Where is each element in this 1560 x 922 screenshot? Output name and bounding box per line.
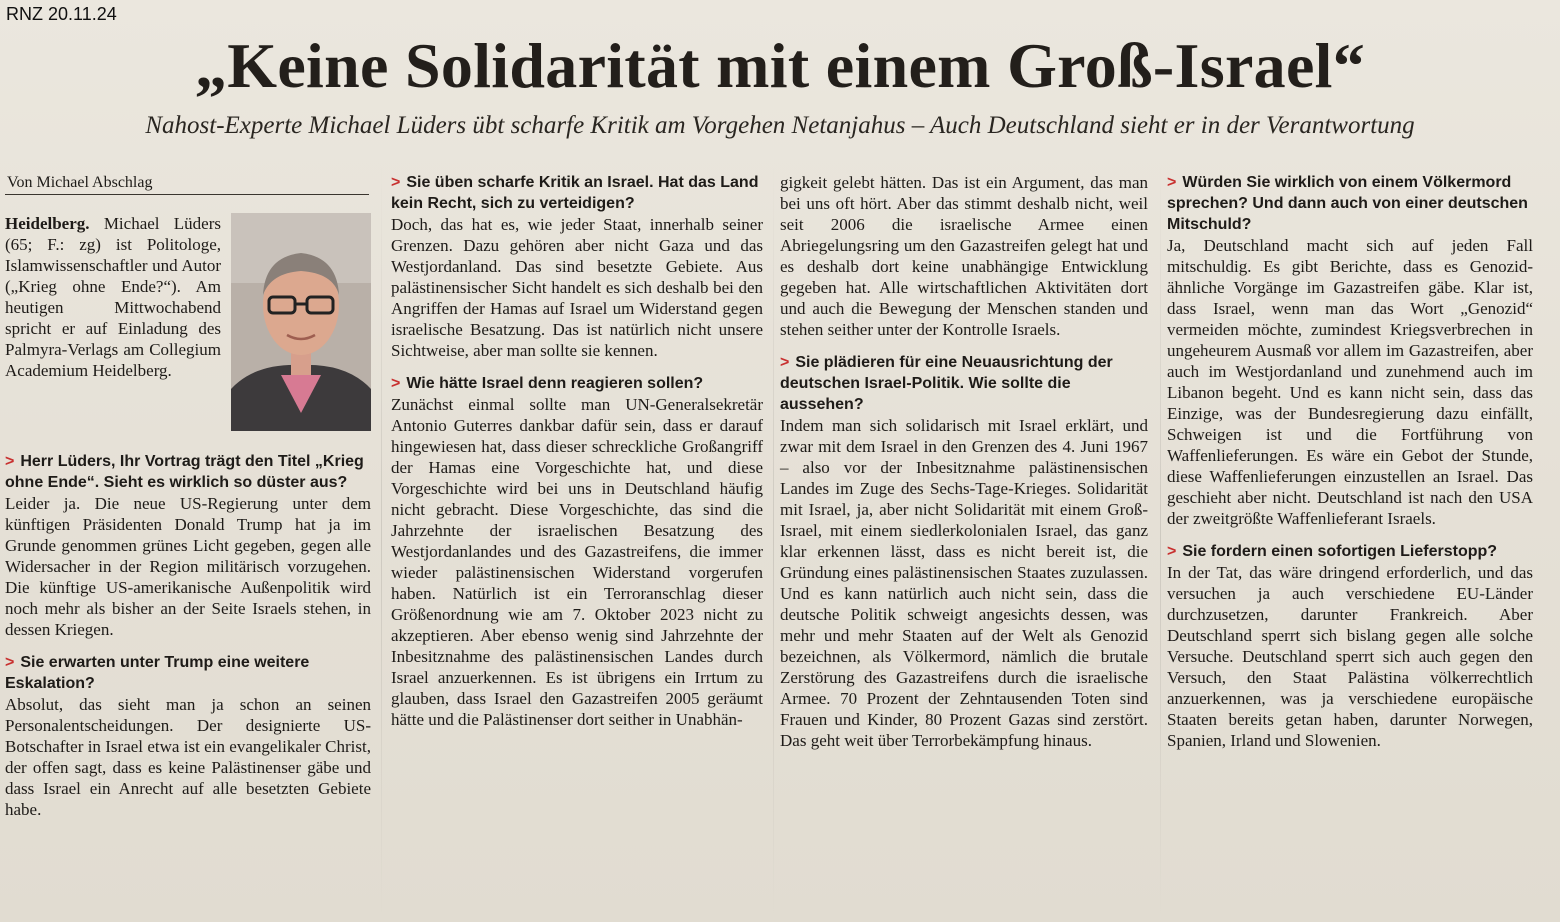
- column-2: [391, 172, 763, 730]
- byline: Von Michael Abschlag: [5, 172, 369, 195]
- answer-paragraph: In der Tat, das wäre dringend erforderlich, und das versuchen ja auch verschiedene EU-Länder durchzusetzen, darunter Frankreich. Aber Deutschland sperrt sich bislang gegen alle solche Versuche. Deutschland sperrt sich auch gegen den Versuch, den Staat Palästina völkerrechtlich anzuerkennen, was ja verschiedene europäische Staaten bereits getan haben, darunter Norwegen, Spanien, Irland und Slowenien.: [1167, 563, 1533, 750]
- answer-paragraph: Ja, Deutschland macht sich auf jeden Fall mitschuldig. Es gibt Berichte, dass es Genozid-ähnliche Vorgänge im Gazastreifen gäbe. Klar ist, dass Israel, wenn man das Wort „Genozid“ vermeiden möchte, zumindest Kriegsverbrechen in ungeheurem Ausmaß vor allem im Gazastreifen, aber auch im Westjordanland und zunehmend auch im Libanon begeht. Und es kann nicht sein, dass das Einzige, was der Bundesregierung dazu einfällt, Schweigen ist und die Fortführung von Waffenlieferungen. Es wäre ein Gebot der Stunde, diese Waffenlieferungen einzustellen an Israel. Das geschieht aber nicht. Deutschland ist nach den USA der zweitgrößte Waffenlieferant Israels.: [1167, 236, 1533, 528]
- column-1: [5, 172, 371, 820]
- question-marker: >: [1167, 174, 1177, 191]
- question-heading: > Würden Sie wirklich von einem Völkermord sprechen? Und dann auch von einer deutschen Mitschuld?: [1167, 174, 1528, 233]
- headline: „Keine Solidarität mit einem Groß-Israel“: [194, 30, 1366, 101]
- question-marker: >: [391, 375, 401, 392]
- intro-body: Michael Lüders (65; F.: zg) ist Politologe, Islamwissenschaftler und Autor („Krieg ohne Ende?“). Am heutigen Mittwochabend spricht er auf Einladung des Palmyra-Verlags am Collegium Academium Heidelberg.: [5, 214, 222, 380]
- intro-block: [5, 213, 371, 451]
- question-heading: > Wie hätte Israel denn reagieren sollen?: [391, 375, 704, 392]
- question-marker: >: [5, 453, 15, 470]
- question-heading: > Sie plädieren für eine Neuausrichtung der deutschen Israel-Politik. Wie sollte die aussehen?: [780, 354, 1113, 413]
- answer-paragraph: Zunächst einmal sollte man UN-Generalsekretär Antonio Guterres dankbar dafür sein, dass er darauf hingewiesen hat, dass dieser schreckliche Großangriff der Hamas eine Vorgeschichte hat, und diese Vorgeschichte wird bei uns in Deutschland häufig nicht gebracht. Diese Vorgeschichte, das sind die Jahrzehnte der israelischen Besatzung des Westjordanlandes und des Gazastreifens, die immer wieder palästinensischen Widerstand vorgerufen haben. Natürlich ist ein Terroranschlag dieser Größenordnung wie am 7. Oktober 2023 nicht zu akzeptieren. Aber ebenso wenig sind Jahrzehnte der Inbesitznahme des palästinensischen Landes durch Israel anzuerkennen. Es ist übrigens ein Irrtum zu glauben, dass Israel den Gazastreifen 2005 geräumt hätte und die Palästinenser dort seither in Unabhän-: [391, 395, 763, 729]
- answer-paragraph: Leider ja. Die neue US-Regierung unter dem künftigen Präsidenten Donald Trump hat ja im Grunde genommen grünes Licht gegeben, gegen alle Widersacher in der Region militärisch vorzugehen. Die künftige US-amerikanische Außenpolitik wird noch mehr als bisher an der Seite Israels stehen, in dessen Kriegen.: [5, 494, 371, 639]
- source-tag: RNZ 20.11.24: [6, 4, 117, 24]
- portrait-illustration: [231, 213, 371, 431]
- question-marker: >: [5, 654, 15, 671]
- column-divider: [773, 160, 774, 922]
- answer-paragraph: Doch, das hat es, wie jeder Staat, innerhalb seiner Grenzen. Dazu gehören aber nicht Gaza und das Westjordanland. Das sind besetzte Gebiete. Aus palästinensischer Sicht handelt es sich deshalb bei den Angriffen der Hamas auf Israel um Widerstand gegen israelische Besatzung. Das ist natürlich nicht unsere Sichtweise, aber man sollte sie kennen.: [391, 215, 763, 360]
- column-divider: [381, 160, 382, 922]
- column-divider: [1160, 160, 1161, 922]
- portrait-photo: [231, 213, 371, 431]
- answer-paragraph: gigkeit gelebt hätten. Das ist ein Argument, das man bei uns oft hört. Aber das stimmt deshalb nicht, weil seit 2006 die israelische Armee einen Abriegelungsring um den Gazastreifen gelegt hat und es deshalb dort keine unabhängige Entwicklung gegeben hat. Alle wirtschaftlichen Aktivitäten dort und auch die Bewegung der Menschen standen und stehen seither unter der Kontrolle Israels.: [780, 173, 1148, 339]
- dateline: Heidelberg.: [5, 214, 90, 233]
- question-marker: >: [391, 174, 401, 191]
- question-heading: > Sie fordern einen sofortigen Lieferstopp?: [1167, 543, 1498, 560]
- question-heading: > Sie üben scharfe Kritik an Israel. Hat das Land kein Recht, sich zu verteidigen?: [391, 174, 759, 212]
- question-marker: >: [1167, 543, 1177, 560]
- question-marker: >: [780, 354, 790, 371]
- column-3: [780, 172, 1148, 751]
- answer-paragraph: Absolut, das sieht man ja schon an seinen Personalentscheidungen. Der designierte US-Botschafter in Israel etwa ist ein evangelikaler Christ, der offen sagt, dass es keine Palästinenser gäbe und dass Israel ein Anrecht auf alle besetzten Gebiete habe.: [5, 695, 371, 819]
- question-heading: > Sie erwarten unter Trump eine weitere Eskalation?: [5, 654, 310, 692]
- answer-paragraph: Indem man sich solidarisch mit Israel erklärt, und zwar mit dem Israel in den Grenzen des 4. Juni 1967 – also vor der Inbesitznahme palästinensischen Landes im Zuge des Sechs-Tage-Krieges. Solidarität mit Israel, ja, aber nicht Solidarität mit einem Groß-Israel, mit einem siedlerkolonialen Israel, das ganz klar erkennen lässt, dass es nicht bereit ist, die Gründung eines palästinensischen Staates zuzulassen. Und es kann natürlich auch nicht sein, dass die deutsche Politik schweigt angesichts dessen, was mehr und mehr Staaten auf der Welt als Genozid bezeichnen, als Völkermord, nämlich die brutale Zerstörung des Gazastreifens durch die israelische Armee. 70 Prozent der Zehntausenden Toten sind Frauen und Kinder, 80 Prozent Gazas sind zerstört. Das geht weit über Terrorbekämpfung hinaus.: [780, 416, 1148, 750]
- subheadline: Nahost-Experte Michael Lüders übt scharfe Kritik am Vorgehen Netanjahus – Auch Deutschland sieht er in der Verantwortung: [145, 112, 1415, 139]
- question-heading: > Herr Lüders, Ihr Vortrag trägt den Titel „Krieg ohne Ende“. Sieht es wirklich so düster aus?: [5, 453, 364, 491]
- intro-text: [5, 213, 221, 381]
- column-4: [1167, 172, 1533, 751]
